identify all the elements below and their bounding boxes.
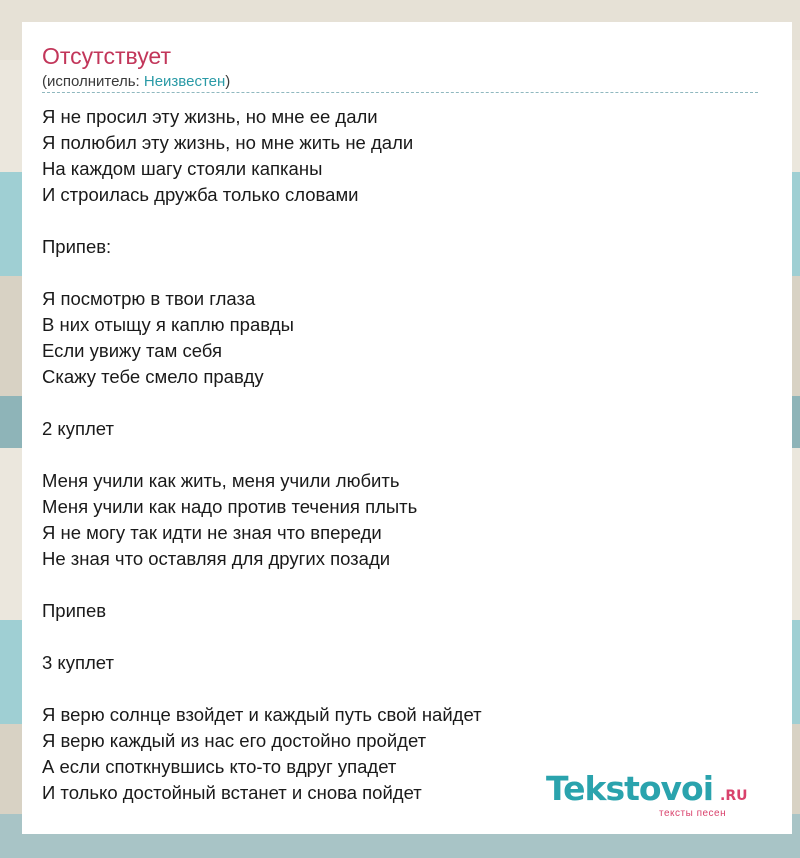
artist-line bbox=[42, 72, 772, 91]
lyric-line: Я верю солнце взойдет и каждый путь свой найдет bbox=[42, 704, 482, 725]
lyric-line bbox=[42, 442, 772, 468]
lyric-line: Меня учили как жить, меня учили любить bbox=[42, 470, 400, 491]
artist-link[interactable]: Неизвестен bbox=[143, 73, 226, 90]
artist-prefix: (исполнитель: bbox=[42, 73, 144, 90]
lyric-line: Я не просил эту жизнь, но мне ее дали bbox=[42, 106, 378, 127]
lyric-line: Не зная что оставляя для других позади bbox=[42, 548, 391, 569]
lyric-line: Меня учили как надо против течения плыть bbox=[42, 496, 418, 517]
lyrics-card bbox=[22, 22, 792, 834]
lyric-line: Я посмотрю в твои глаза bbox=[42, 288, 256, 309]
lyric-line bbox=[42, 208, 772, 234]
lyric-line: Припев bbox=[42, 600, 107, 621]
song-title: Отсутствует bbox=[42, 43, 171, 69]
logo-domain: .RU bbox=[720, 788, 748, 804]
lyric-line: Если увижу там себя bbox=[42, 340, 222, 361]
lyric-line: И только достойный встанет и снова пойдет bbox=[42, 782, 422, 803]
lyric-line: В них отыщу я каплю правды bbox=[42, 314, 294, 335]
lyric-line: 2 куплет bbox=[42, 418, 114, 439]
lyric-line bbox=[42, 390, 772, 416]
lyric-line: Я не могу так идти не зная что впереди bbox=[42, 522, 382, 543]
lyric-line: А если споткнувшись кто-то вдруг упадет bbox=[42, 756, 397, 777]
lyric-line bbox=[42, 676, 772, 702]
lyric-line: 3 куплет bbox=[42, 652, 114, 673]
lyric-line: На каждом шагу стояли капканы bbox=[42, 158, 323, 179]
logo-wordmark: Tekstovoi bbox=[546, 769, 714, 808]
lyric-line: И строилась дружба только словами bbox=[42, 184, 359, 205]
divider bbox=[42, 92, 758, 93]
logo-subtitle: тексты песен bbox=[659, 808, 727, 819]
lyric-line bbox=[42, 572, 772, 598]
lyric-line: Я верю каждый из нас его достойно пройдет bbox=[42, 730, 427, 751]
lyrics-text bbox=[42, 104, 772, 806]
lyric-line: Припев: bbox=[42, 236, 112, 257]
lyric-line bbox=[42, 260, 772, 286]
site-logo[interactable] bbox=[546, 770, 766, 820]
lyric-line: Скажу тебе смело правду bbox=[42, 366, 264, 387]
lyric-line: Я полюбил эту жизнь, но мне жить не дали bbox=[42, 132, 414, 153]
lyric-line bbox=[42, 624, 772, 650]
artist-suffix: ) bbox=[225, 73, 231, 90]
